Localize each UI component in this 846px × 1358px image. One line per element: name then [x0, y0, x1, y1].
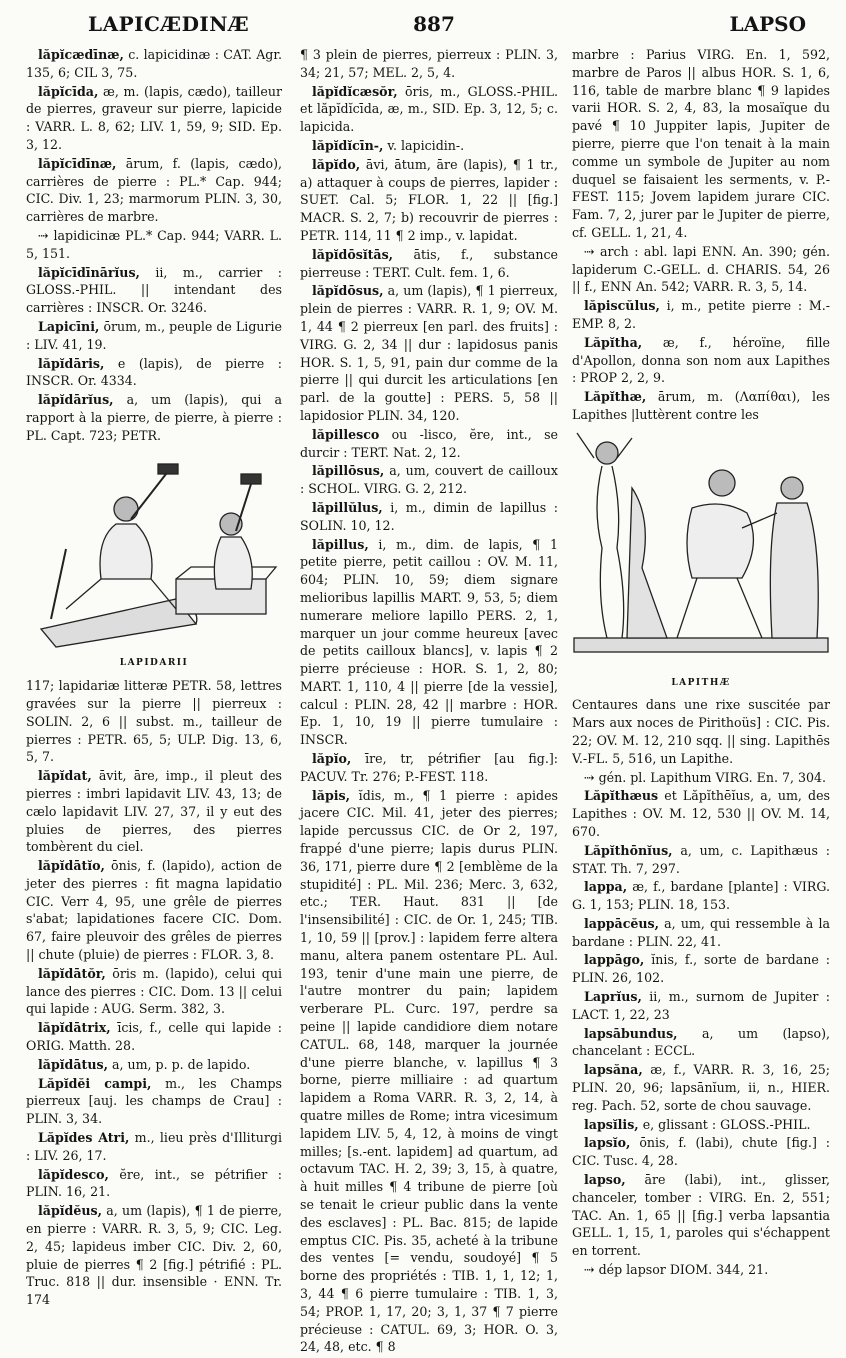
entry-body: æ, f., bardane [plante] : VIRG. G. 1, 153; PLIN. 18, 153. [572, 879, 830, 913]
entry-body: a, um, c. Lapithæus : STAT. Th. 7, 297. [572, 842, 830, 876]
entry-headword: Lăpĭdes Atri, [38, 1130, 130, 1146]
lapithae-illustration [572, 428, 830, 693]
entry-body: āvi, ātum, āre (lapis), ¶ 1 tr., a) attaquer à coups de pierres, lapider : SUET. Cal. 5; FLOR. 1, 22 || [fig.] MACR. S. 2, 7; b) recouvrir de pierres : PETR. 114, 11 ¶ 2 imp., v. lapidat. [300, 156, 558, 243]
dictionary-entry [26, 1019, 282, 1055]
entry-body: c. lapicidinæ : CAT. Agr. 135, 6; CIL 3, 75. [26, 47, 282, 80]
dictionary-entry [572, 1261, 830, 1279]
dictionary-entry [26, 155, 282, 226]
dictionary-entry [26, 46, 282, 82]
entry-headword: lăpĭdārĭus, [38, 392, 114, 408]
entry-body: ii, m., surnom de Jupiter : LACT. 1, 22, 23 [572, 989, 830, 1022]
dictionary-entry [26, 1075, 282, 1128]
page-header [24, 12, 824, 42]
entry-headword: lapso, [584, 1172, 626, 1188]
entry-body: e (lapis), de pierre : INSCR. Or. 4334. [26, 355, 282, 389]
entry-body: a, um (lapis), ¶ 1 pierreux, plein de pierres : VARR. R. 1, 9; OV. M. 1, 44 ¶ 2 pierreux [en parl. des fruits] : VIRG. G. 2, 34 || dur : lapidosus panis HOR. S. 1, 5, 91, pain dur comme de la pierre || qui durcit les articulations [en parl. de la goutte] : PERS. 5, 58 || lapidosior PLIN. 34, 120. [300, 283, 558, 423]
header-left-word: LAPICÆDINÆ [88, 12, 250, 36]
entry-headword: lăpillus, [312, 536, 369, 552]
dictionary-entry [26, 1166, 282, 1202]
entry-headword: lăpĭcīdīnārĭus, [38, 264, 140, 280]
entry-headword: lăpĭdātus, [38, 1056, 108, 1072]
entry-headword: lăpĭdāris, [38, 355, 105, 371]
header-right-word: LAPSO [729, 12, 806, 36]
entry-headword: lăpĭdōsĭtās, [312, 246, 394, 262]
entry-headword: lappa, [584, 879, 628, 895]
entry-body: i, m., dim. de lapis, ¶ 1 petite pierre, petit caillou : OV. M. 11, 604; PLIN. 10, 59; diem signare melioribus lapillis MART. 9, 53, 5; diem numerare meliore lapillo PERS. 2, 1, marquer un jour comme heureux [avec de petits cailloux blancs], v. lapis ¶ 2 pierre précieuse : HOR. S. 1, 2, 80; MART. 1, 110, 4 || pierre [de la vessie], calcul : PLIN. 28, 42 || marbre : HOR. Ep. 1, 10, 19 || pierre tumulaire : INSCR. [300, 536, 558, 748]
entry-headword: lăpĭdo, [312, 156, 361, 172]
dictionary-entry [26, 318, 282, 354]
dictionary-entry [26, 677, 282, 766]
entry-headword: lăpĭdōsus, [312, 283, 384, 299]
dictionary-entry [572, 1134, 830, 1170]
dictionary-entry [26, 1129, 282, 1165]
entry-headword: lăpĭcædīnæ, [38, 47, 124, 62]
entry-headword: lăpillōsus, [312, 463, 385, 479]
entry-body: i, m., petite pierre : M.-EMP. 8, 2. [572, 298, 830, 331]
dictionary-entry [572, 46, 830, 242]
dictionary-entry [26, 965, 282, 1018]
entry-body: ĕre, int., se pétrifier : PLIN. 16, 21. [26, 1166, 282, 1200]
dictionary-entry [572, 842, 830, 878]
dictionary-entry [300, 83, 558, 136]
entry-body: ōnis, f. (lapido), action de jeter des pierres : fit magna lapidatio CIC. Verr 4, 95, une grêle de pierres s'abat; lapidationes facere CIC. Dom. 67, faire pleuvoir des grêles de pierres || chute (pluie) de pierres : FLOR. 3, 8. [26, 858, 282, 963]
dictionary-entry [26, 355, 282, 391]
entry-body: lapidicinæ PL.* Cap. 944; VARR. L. 5, 151. [26, 227, 282, 261]
column-1 [26, 46, 282, 1346]
dictionary-entry [300, 462, 558, 498]
dictionary-entry [572, 915, 830, 951]
dictionary-entry [26, 1056, 282, 1074]
entry-headword: lăpĭdesco, [38, 1166, 109, 1182]
entry-body: arch : abl. lapi ENN. An. 390; gén. lapiderum C.-GELL. d. CHARIS. 54, 26 || f., ENN An. 542; VARR. R. 3, 5, 14. [572, 243, 830, 295]
entry-body: āre (labi), int., glisser, chanceler, tomber : VIRG. En. 2, 551; TAC. An. 1, 65 || [fig.] verba lapsantia GELL. 1, 15, 1, paroles qui s'échappent en torrent. [572, 1172, 830, 1259]
entry-headword: lăpĭdĭcīn-, [312, 137, 384, 153]
entry-headword: lăpis, [312, 787, 351, 803]
entry-body: ou -lisco, ĕre, int., se durcir : TERT. Nat. 2, 12. [300, 426, 558, 460]
dictionary-entry [572, 1116, 830, 1134]
entry-headword: Lăpĭthæus [584, 788, 659, 804]
dictionary-entry [26, 391, 282, 444]
entry-headword: lapsābundus, [584, 1025, 678, 1041]
entry-headword: lapsăna, [584, 1062, 643, 1078]
dictionary-entry [26, 767, 282, 856]
entry-headword: lăpĭcīdīnæ, [38, 155, 117, 171]
dictionary-entry [572, 1025, 830, 1061]
entry-body: ¶ 3 plein de pierres, pierreux : PLIN. 3, 34; 21, 57; MEL. 2, 5, 4. [300, 47, 558, 80]
entry-body: āvit, āre, imp., il pleut des pierres : imbri lapidavit LIV. 43, 13; de cælo lapidavit LIV. 27, 37, il y eut des pluies de pierres, des pierres tombèrent du ciel. [26, 768, 282, 855]
dictionary-entry [26, 227, 282, 263]
dictionary-entry [300, 426, 558, 462]
entry-body: ii, m., carrier : GLOSS.-PHIL. || intendant des carrières : INSCR. Or. 3246. [26, 264, 282, 316]
entry-headword: lăpillesco [312, 426, 380, 442]
entry-headword: Laprĭus, [584, 989, 642, 1005]
entry-headword: lăpĭdĭcæsŏr, [312, 83, 398, 99]
entry-headword: Lapicīni, [38, 318, 100, 334]
dictionary-entry [300, 156, 558, 245]
entry-body: a, um (lapis), qui a rapport à la pierre, de pierre, à pierre : PL. Capt. 723; PETR. [26, 392, 282, 443]
entry-body: ōris, m., GLOSS.-PHIL. et lăpĭdĭcīda, æ, m., SID. Ep. 3, 12, 5; c. lapicida. [300, 83, 558, 135]
entry-headword: lapsĭlis, [584, 1116, 639, 1132]
entry-headword: lăpĭdātĭo, [38, 858, 105, 874]
entry-body: æ, f., héroïne, fille d'Apollon, donna son nom aux Lapithes : PROP 2, 2, 9. [572, 334, 830, 386]
entry-headword: Lăpĭtha, [584, 334, 643, 350]
entry-headword: ⇢ [584, 243, 595, 259]
entry-headword: lăpiscŭlus, [584, 298, 660, 314]
dictionary-entry [572, 951, 830, 987]
entry-headword: lăpĭcīda, [38, 83, 99, 99]
dictionary-entry [300, 137, 558, 155]
entry-body: Centaures dans une rixe suscitée par Mars aux noces de Pirithoüs] : CIC. Pis. 22; OV. M. 12, 210 sqq. || sing. Lapithēs V.-FL. 5, 516, un Lapithe. [572, 697, 830, 766]
entry-headword: ⇢ [584, 769, 595, 785]
entry-body: æ, m. (lapis, cædo), tailleur de pierres, graveur sur pierre, lapicide : VARR. L. 8, 62; LIV. 1, 59, 9; SID. Ep. 3, 12. [26, 83, 282, 152]
entry-body: ōnis, f. (labi), chute [fig.] : CIC. Tusc. 4, 28. [572, 1135, 830, 1169]
entry-headword: lăpĭdātŏr, [38, 965, 106, 981]
entry-body: æ, f., VARR. R. 3, 16, 25; PLIN. 20, 96; lapsānĭum, ii, n., HIER. reg. Pach. 52, sorte de chou sauvage. [572, 1062, 830, 1113]
entry-headword: lappācĕus, [584, 915, 660, 931]
entry-body: a, um, p. p. de lapido. [111, 1056, 251, 1072]
entry-headword: Lăpĭthōnĭus, [584, 842, 673, 858]
entry-body: ĭnis, f., sorte de bardane : PLIN. 26, 102. [572, 952, 830, 986]
lapidarii-illustration [26, 449, 282, 674]
figure-caption-lapithae: LAPITHÆ [671, 677, 731, 688]
dictionary-entry [26, 857, 282, 964]
dictionary-entry [300, 282, 558, 424]
entry-headword: lappāgo, [584, 952, 645, 968]
entry-body: 117; lapidariæ litteræ PETR. 58, lettres gravées sur la pierre || pierreux : SOLIN. 2, 6 || subst. m., tailleur de pierres : PETR. 65, 5; ULP. Dig. 13, 6, 5, 7. [26, 678, 282, 765]
entry-body: īre, tr, pétrifier [au fig.]: PACUV. Tr. 276; P.-FEST. 118. [300, 751, 558, 784]
entry-body: ĭdis, m., ¶ 1 pierre : apides jacere CIC. Mil. 41, jeter des pierres; lapide percussus CIC. de Or 2, 197, frappé d'une pierre; lapis durus PLIN. 36, 171, pierre dure ¶ 2 [emblème de la stupidité] : PL. Mil. 236; Merc. 3, 632, etc.; TER. Haut. 831 || [de l'insensibilité] : CIC. de Or. 1, 245; TIB. 1, 10, 59 || [prov.] : lapidem ferre altera manu, altera panem ostentare PL. Aul. 193, tenir d'une main une pierre, de l'autre montrer du pain; lapidem verberare PL. Curc. 197, perdre sa peine || lapide candidiore diem notare CATUL. 68, 148, marquer la journée d'une pierre blanche, v. lapillus ¶ 3 borne, pierre milliaire : ad quartum lapidem a Roma VARR. R. 3, 2, 14, à quatre milles de Rome; intra vicesimum lapidem LIV. 5, 4, 12, à moins de vingt milles; [s.-ent. lapidem] ad quartum, ad octavum TAC. H. 2, 39; 3, 15, à quatre, à huit milles ¶ 4 tribune de pierre [où se tenait le crieur public dans la vente des esclaves] : PL. Bac. 815; de lapide emptus CIC. Pis. 35, acheté à la tribune des ventes [= vendu, soudoyé] ¶ 5 borne des propriétés : TIB. 1, 1, 12; 1, 3, 44 ¶ 6 pierre tumulaire : TIB. 1, 3, 54; PROP. 1, 17, 20; 3, 1, 37 ¶ 7 pierre précieuse : CATUL. 69, 3; HOR. O. 3, 24, 48, etc. ¶ 8 [300, 787, 558, 1355]
entry-body: ōrum, m., peuple de Ligurie : LIV. 41, 19. [26, 318, 282, 352]
entry-body: a, um (lapis), ¶ 1 de pierre, en pierre : VARR. R. 3, 5, 9; CIC. Leg. 2, 45; lapideus imber CIC. Div. 2, 60, pluie de pierres ¶ 2 [fig.] pétrifié : PL. Truc. 818 || dur. insensible · ENN. Tr. 174 [26, 1203, 282, 1308]
entry-headword: lăpĭdātrix, [38, 1020, 111, 1036]
entry-body: īcis, f., celle qui lapide : ORIG. Matth. 28. [26, 1020, 282, 1054]
dictionary-entry [300, 750, 558, 786]
entry-body: dép lapsor DIOM. 344, 21. [598, 1262, 769, 1278]
dictionary-entry [300, 536, 558, 750]
entry-headword: lăpĭdĕus, [38, 1203, 102, 1219]
entry-headword: lapsĭo, [584, 1135, 631, 1151]
dictionary-entry [26, 83, 282, 154]
entry-body: ārum, m. (Λαπίθαι), les Lapithes |luttèrent contre les [572, 389, 830, 422]
entry-body: a, um, couvert de cailloux : SCHOL. VIRG. G. 2, 212. [300, 463, 558, 497]
dictionary-entry [572, 243, 830, 296]
entry-body: i, m., dimin de lapillus : SOLIN. 10, 12. [300, 499, 558, 533]
dictionary-entry [572, 334, 830, 387]
entry-body: gén. pl. Lapithum VIRG. En. 7, 304. [598, 769, 827, 785]
dictionary-entry [26, 264, 282, 317]
entry-headword: lăpillŭlus, [312, 499, 383, 515]
figure-caption-lapidarii: LAPIDARII [119, 658, 189, 669]
dictionary-entry [572, 388, 830, 424]
dictionary-entry [572, 769, 830, 787]
dictionary-entry [572, 988, 830, 1024]
page-number: 887 [413, 12, 455, 36]
dictionary-entry [572, 696, 830, 767]
entry-body: a, um (lapso), chancelant : ECCL. [572, 1025, 830, 1059]
entry-headword: Lăpĭdĕi campi, [38, 1075, 152, 1091]
entry-headword: ⇢ [584, 1262, 595, 1278]
entry-body: ātis, f., substance pierreuse : TERT. Cult. fem. 1, 6. [300, 246, 558, 280]
entry-body: ārum, f. (lapis, cædo), carrières de pierre : PL.* Cap. 944; CIC. Div. 1, 23; marmorum PLIN. 3, 30, carrières de marbre. [26, 155, 282, 225]
entry-body: v. lapicidin-. [387, 137, 465, 153]
entry-body: m., lieu près d'Illiturgi : LIV. 26, 17. [26, 1130, 282, 1163]
column-2 [300, 46, 558, 1355]
dictionary-entry [300, 499, 558, 535]
entry-body: a, um, qui ressemble à la bardane : PLIN. 22, 41. [572, 915, 830, 949]
dictionary-entry [300, 46, 558, 82]
dictionary-entry [572, 297, 830, 333]
entry-headword: lăpĭo, [312, 751, 352, 767]
dictionary-entry [300, 246, 558, 282]
column-3 [572, 46, 830, 1346]
entry-body: e, glissant : GLOSS.-PHIL. [642, 1116, 811, 1132]
entry-body: et Lăpĭthēĭus, a, um, des Lapithes : OV. M. 12, 530 || OV. M. 14, 670. [572, 788, 830, 839]
entry-headword: ⇢ [38, 227, 49, 243]
entry-headword: lăpĭdat, [38, 768, 92, 784]
dictionary-entry [26, 1202, 282, 1309]
dictionary-entry [572, 787, 830, 840]
entry-headword: Lăpĭthæ, [584, 389, 647, 405]
entry-body: marbre : Parius VIRG. En. 1, 592, marbre de Paros || albus HOR. S. 1, 6, 116, table de marbre blanc ¶ 9 lapides varii HOR. S. 2, 4, 83, la mosaïque du pavé ¶ 10 Juppiter lapis, Jupiter de pierre, pierre que l'on tenait à la main comme un symbole de Jupiter au nom duquel se faisaient les serments, v. P.-FEST. 115; Jovem lapidem jurare CIC. Fam. 7, 2, jurer par le Jupiter de pierre, cf. GELL. 1, 21, 4. [572, 47, 830, 240]
dictionary-entry [572, 1061, 830, 1114]
entry-body: ōris m. (lapido), celui qui lance des pierres : CIC. Dom. 13 || celui qui lapide : AUG. Serm. 382, 3. [26, 965, 282, 1017]
dictionary-entry [572, 1171, 830, 1260]
dictionary-entry [572, 878, 830, 914]
entry-body: m., les Champs pierreux [auj. les champs de Crau] : PLIN. 3, 34. [26, 1075, 282, 1127]
dictionary-entry [300, 787, 558, 1357]
